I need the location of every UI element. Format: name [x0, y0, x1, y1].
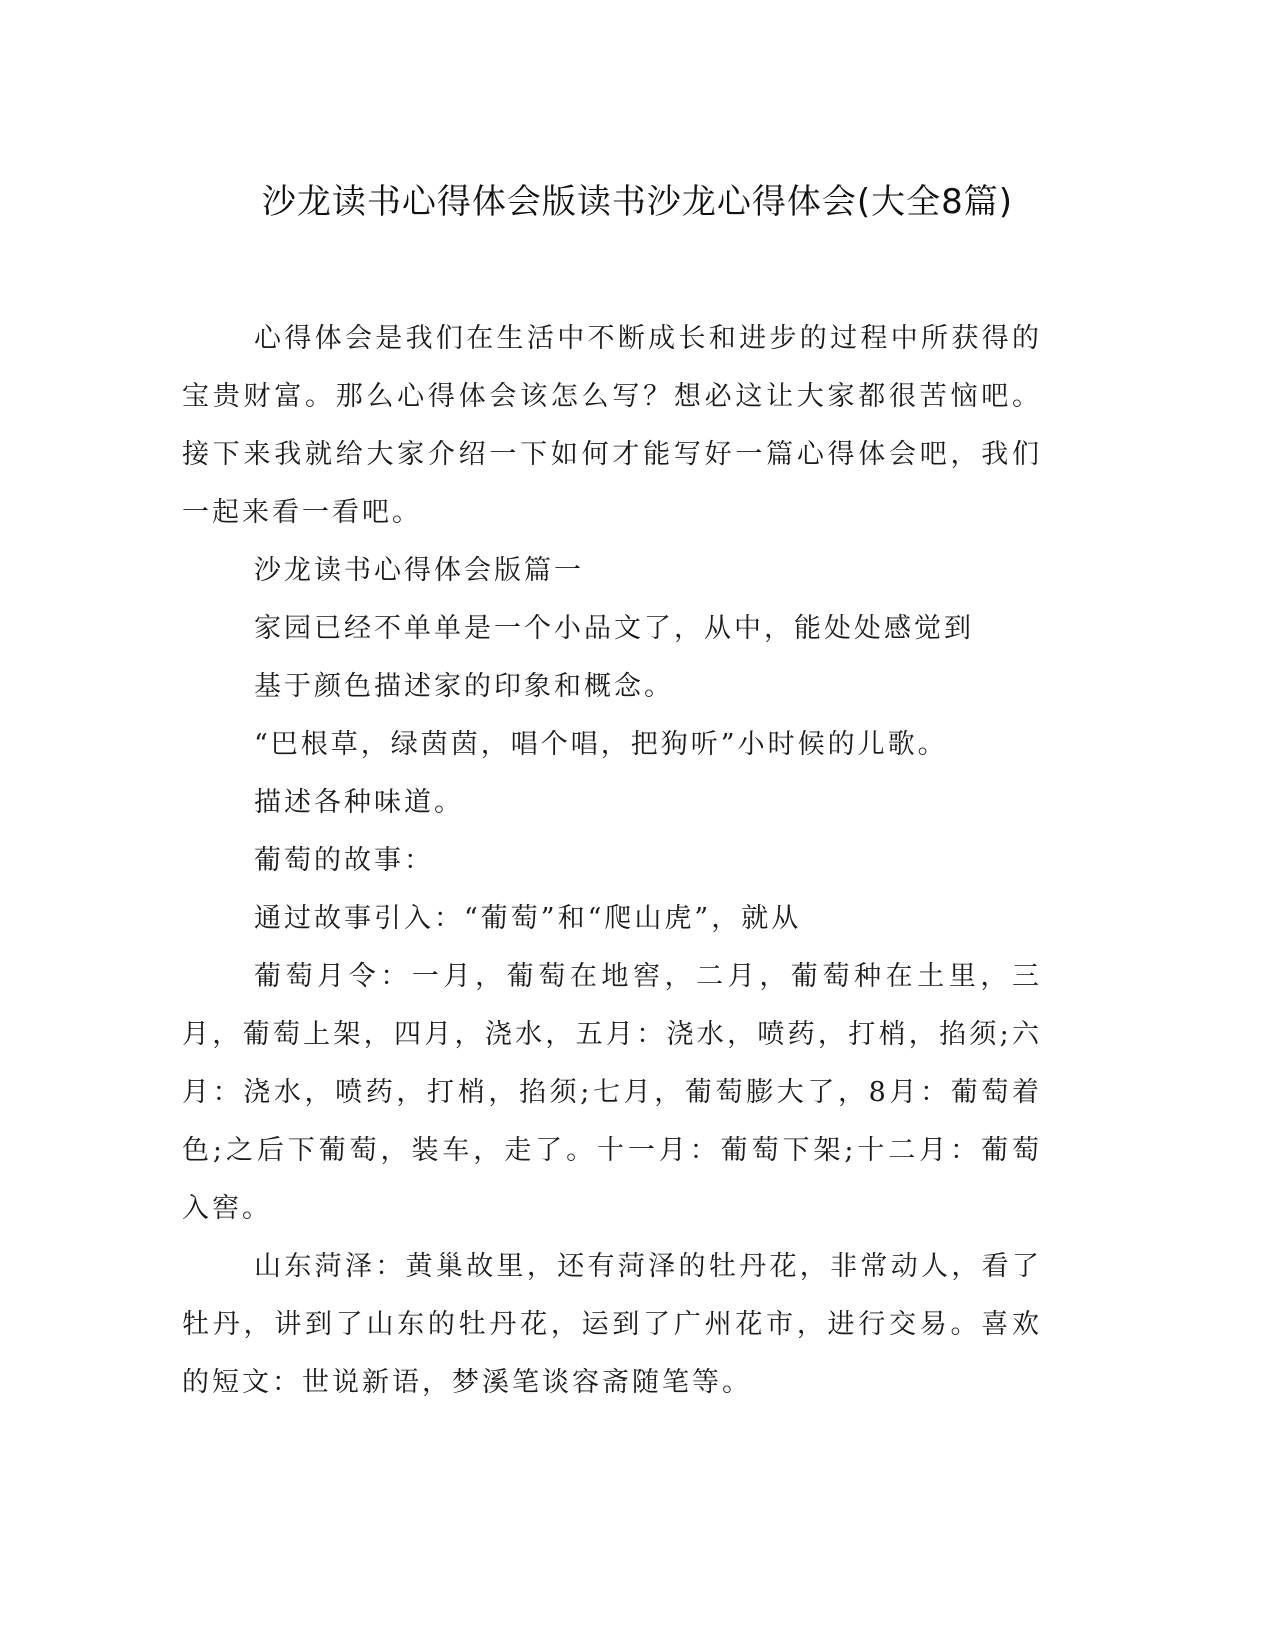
- body-line: 描述各种味道。: [254, 787, 464, 818]
- document-body: [182, 310, 1042, 1412]
- document-title: 沙龙读书心得体会版读书沙龙心得体会(大全8篇): [261, 182, 1014, 222]
- body-line: 家园已经不单单是一个小品文了，从中，能处处感觉到: [254, 613, 974, 644]
- body-line: “巴根草，绿茵茵，唱个唱，把狗听”小时候的儿歌。: [254, 729, 948, 760]
- body-line: 通过故事引入：“葡萄”和“爬山虎”，就从: [254, 903, 802, 934]
- heze-paragraph: 山东菏泽：黄巢故里，还有菏泽的牡丹花，非常动人，看了牡丹，讲到了山东的牡丹花，运到了广州花市，进行交易。喜欢的短文：世说新语，梦溪笔谈容斋随笔等。: [182, 1251, 1042, 1398]
- body-line: 基于颜色描述家的印象和概念。: [254, 671, 674, 702]
- section-heading: 沙龙读书心得体会版篇一: [254, 555, 584, 586]
- body-line: 葡萄的故事：: [254, 845, 434, 876]
- grape-calendar-paragraph: 葡萄月令：一月，葡萄在地窖，二月，葡萄种在土里，三月，葡萄上架，四月，浇水，五月：浇水，喷药，打梢，掐须;六月：浇水，喷药，打梢，掐须;七月，葡萄膨大了，8月：葡萄着色;之后下葡萄，装车，走了。十一月：葡萄下架;十二月：葡萄入窖。: [182, 961, 1042, 1224]
- intro-paragraph: 心得体会是我们在生活中不断成长和进步的过程中所获得的宝贵财富。那么心得体会该怎么写？想必这让大家都很苦恼吧。接下来我就给大家介绍一下如何才能写好一篇心得体会吧，我们一起来看一看吧。: [182, 323, 1042, 528]
